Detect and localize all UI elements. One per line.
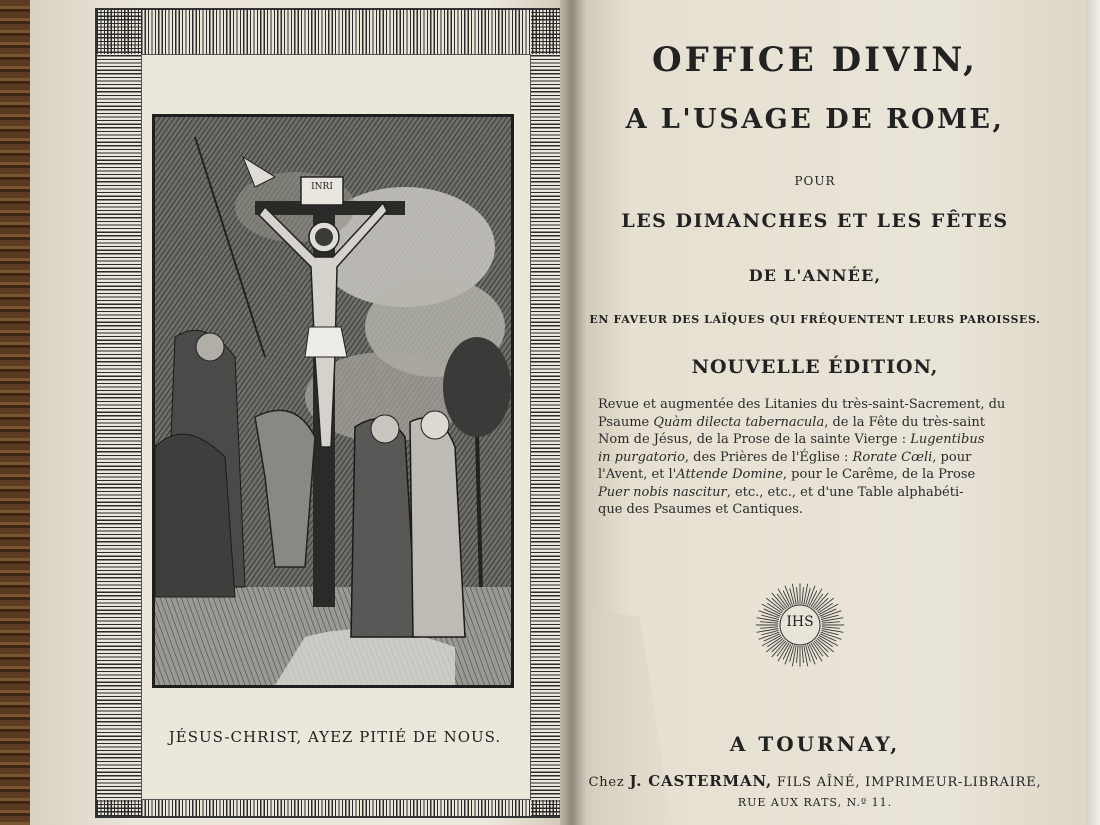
inri-label: INRI (311, 182, 333, 192)
italic-title: in purgatorio (598, 449, 685, 465)
engraving-caption: JÉSUS-CHRIST, AYEZ PITIÉ DE NOUS. (168, 728, 502, 746)
pour-label: POUR (794, 174, 836, 188)
description-text: Psaume (598, 414, 654, 430)
year-line: DE L'ANNÉE, (748, 266, 882, 285)
description-text: l'Avent, et l' (598, 467, 677, 482)
italic-title: Puer nobis nascitur (598, 484, 727, 500)
page-edge (1086, 0, 1100, 825)
book-subtitle: A L'USAGE DE ROME, (625, 104, 1005, 135)
description-paragraph (598, 396, 1006, 519)
description-line (598, 466, 996, 484)
crucifixion-engraving (152, 114, 514, 688)
description-text: , pour le Carême, de la Prose (782, 467, 976, 482)
publisher-name: J. CASTERMAN, (629, 772, 772, 790)
book-title: OFFICE DIVIN, (651, 40, 979, 80)
edition-line: NOUVELLE ÉDITION, (691, 356, 939, 378)
description-text: que des Psaumes et Cantiques. (598, 502, 804, 517)
address-line: RUE AUX RATS, N.º 11. (737, 796, 893, 809)
italic-title: Attende Domine (676, 467, 783, 482)
italic-title: Lugentibus (910, 432, 985, 447)
publisher-suffix: FILS AÎNÉ, IMPRIMEUR-LIBRAIRE, (776, 775, 1042, 790)
italic-title: Quàm dilecta tabernacula (653, 414, 825, 430)
description-line (598, 449, 996, 467)
description-text: , de la Fête du très-saint (824, 414, 985, 430)
description-text: , etc., etc., et d'une Table alphabéti- (726, 484, 964, 500)
occasions-line: LES DIMANCHES ET LES FÊTES (621, 210, 1009, 232)
publisher-prefix: Chez (588, 775, 625, 790)
description-text: Revue et augmentée des Litanies du très-saint-Sacrement, du (598, 397, 1006, 412)
ihs-text: IHS (786, 614, 814, 630)
place-line: A TOURNAY, (729, 732, 901, 756)
description-text: , des Prières de l'Église : (684, 449, 853, 465)
audience-line: EN FAVEUR DES LAÏQUES QUI FRÉQUENTENT LEURS PAROISSES. (589, 313, 1041, 326)
publisher-line (580, 772, 1050, 790)
description-text: Nom de Jésus, de la Prose de la sainte Vierge : (598, 432, 911, 447)
description-line (598, 414, 996, 432)
description-line (598, 501, 996, 519)
description-line (598, 396, 1006, 414)
ihs-monogram (748, 580, 852, 670)
italic-title: Rorate Cœli (852, 449, 933, 465)
description-text: , pour (932, 449, 972, 465)
description-line (598, 431, 996, 449)
engraving-art (155, 117, 511, 685)
description-line (598, 484, 996, 502)
